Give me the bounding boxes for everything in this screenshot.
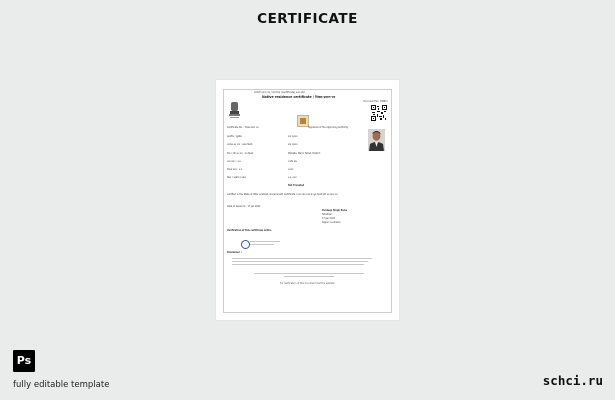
qr-code-icon bbox=[371, 105, 387, 121]
field-right-1: ग्राम पंचायत bbox=[288, 143, 298, 146]
page-title: CERTIFICATE bbox=[257, 11, 358, 27]
approver-name: Pardeep Singh Rana bbox=[322, 209, 347, 212]
disclaimer-line bbox=[232, 261, 368, 262]
certificate-document[interactable] bbox=[216, 80, 399, 320]
certificate-border bbox=[223, 89, 392, 313]
field-left-6: जिला / तहसील / ब्लॉक bbox=[227, 176, 246, 179]
verification-text-line bbox=[250, 244, 274, 245]
field-right-3: नगरीय क्षेत्र bbox=[288, 160, 297, 163]
verification-text-line bbox=[250, 241, 280, 242]
certificate-header-line1: सरकारी प्रमाण पत्र / प्रमाणपत्र (Certificate) उत्तर प्रदेश bbox=[254, 91, 305, 94]
field-right-6: Not Provided bbox=[288, 184, 305, 187]
disclaimer-line bbox=[232, 264, 364, 265]
holder-photo bbox=[368, 129, 385, 151]
issue-date: Date of Issuance : 17 Jan 2021 bbox=[227, 205, 261, 208]
photoshop-icon: Ps bbox=[13, 350, 35, 372]
national-emblem-icon bbox=[228, 100, 241, 119]
disclaimer-title: Disclaimer : bbox=[227, 251, 242, 254]
footer-line bbox=[254, 273, 364, 274]
field-left-3: पिता / पति का नाम : राम किशोर bbox=[227, 152, 254, 155]
approver-date: 17 Jan 2021 bbox=[322, 217, 336, 220]
field-right-4: जनपद bbox=[288, 168, 294, 171]
field-left-4: जन्म स्थान : उ.प्र. bbox=[227, 160, 242, 163]
field-right-0: ग्राम पंचायत bbox=[288, 135, 298, 138]
verify-title: Verification of this certificate online bbox=[227, 229, 272, 232]
footer-text: For Verification of this document visit the website bbox=[280, 282, 335, 285]
approver-designation: Tehsildar bbox=[322, 213, 332, 216]
verification-logo-icon bbox=[241, 240, 250, 249]
signature-label: Signature of the Approving Authority bbox=[308, 126, 349, 129]
certificate-number: Document No. 79880 I bbox=[363, 100, 388, 103]
field-left-5: निवास स्थान : उ.प्र. bbox=[227, 168, 243, 171]
field-right-2: Mohalla, Ward, Tehsil, District bbox=[288, 152, 321, 155]
field-left-1: सत्यापित / सुरक्षित bbox=[227, 135, 242, 138]
disclaimer-line bbox=[232, 258, 372, 259]
certificate-header-line2: Native residence certificate / निवास प्रमाण पत्र bbox=[262, 95, 336, 99]
footer-line bbox=[284, 276, 334, 277]
field-right-5: उ.प्र. राज्य bbox=[288, 176, 297, 179]
field-left-2: आवेदक का नाम : कमल किशोर bbox=[227, 143, 253, 146]
certificate-statement: certified in the State of Uttar pradesh, Government Certificate / उत्तर प्रदेश राज्य के मूल निवासी होने का प्रमाण पत्र bbox=[227, 193, 338, 196]
field-left-0: Certificate No. : निवास प्रमाण पत्र bbox=[227, 126, 259, 129]
approver-location: Rajpur, Ludhiana bbox=[322, 221, 341, 224]
brand-watermark: schci.ru bbox=[542, 373, 603, 388]
template-caption: fully editable template bbox=[13, 380, 110, 390]
